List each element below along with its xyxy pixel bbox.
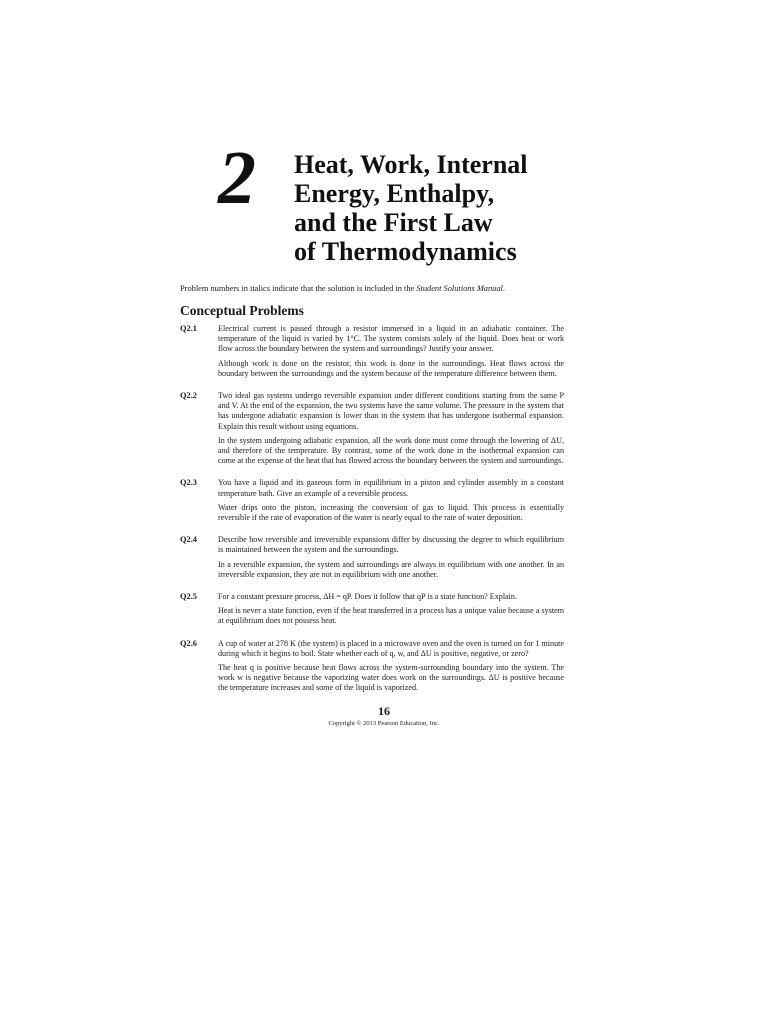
problem-body (218, 639, 564, 698)
problem-question: You have a liquid and its gaseous form in equilibrium in a piston and cylinder assembly in a constant temperature bath. Give an example of a reversible process. (218, 478, 564, 498)
intro-text: Problem numbers in italics indicate that the solution is included in the (180, 284, 417, 293)
problem-question: For a constant pressure process, ΔH = qP. Does it follow that qP is a state function? Explain. (218, 592, 517, 602)
chapter-title (294, 150, 594, 266)
problem-question: A cup of water at 278 K (the system) is placed in a microwave oven and the oven is turned on for 1 minute during which it begins to boil. State whether each of q, w, and ΔU is positive, negative, or zero? (218, 638, 564, 658)
problem-item (180, 478, 564, 527)
problem-item (180, 639, 564, 698)
problem-question: Two ideal gas systems undergo reversible expansion under different conditions starting from the same P and V. At the end of the expansion, the two systems have the same volume. The pressure in the system that has undergone adiabatic expansion is lower than in the system that has undergone isothermal expansion. Explain this result without using equations. (218, 391, 564, 431)
problem-label: Q2.2 (180, 391, 197, 401)
problem-label: Q2.1 (180, 324, 197, 333)
problem-item (180, 592, 564, 631)
chapter-title-line: and the First Law (294, 208, 493, 237)
page-number: 16 (378, 704, 390, 718)
chapter-title-line: of Thermodynamics (294, 237, 517, 266)
intro-end: . (502, 284, 505, 293)
problem-list (180, 324, 564, 706)
problem-answer: In the system undergoing adiabatic expansion, all the work done must come through the lowering of ΔU, and therefore of the temperature. By contrast, some of the work done in the isothermal expansion can come at the expense of the heat that has flowed across the boundary between the system and surroundings. (218, 435, 564, 466)
problem-body (218, 535, 564, 584)
chapter-number: 2 (218, 136, 256, 220)
problem-label: Q2.5 (180, 592, 197, 602)
chapter-title-line: Heat, Work, Internal (294, 150, 528, 179)
intro-manual-title: Student Solutions Manual (416, 284, 503, 293)
problem-body (218, 592, 564, 631)
problem-answer: Heat is never a state function, even if the heat transferred in a process has a unique value because a system at equilibrium does not possess heat. (218, 606, 564, 626)
problem-label: Q2.4 (180, 535, 197, 545)
section-heading: Conceptual Problems (180, 303, 304, 318)
problem-answer: Although work is done on the resistor, this work is done in the surroundings. Heat flows across the boundary between the surroundings and the system because of the temperature difference between them. (218, 358, 564, 378)
problem-item (180, 391, 564, 470)
problem-item (180, 324, 564, 383)
problem-item (180, 535, 564, 584)
problem-body (218, 391, 564, 470)
problem-label: Q2.6 (180, 638, 197, 648)
intro-note (180, 284, 600, 294)
problem-answer: The heat q is positive because heat flows across the system-surrounding boundary into the system. The work w is negative because the vaporizing water does work on the surroundings. ΔU is positive because the temperature increases and some of the liquid is vaporized. (218, 663, 564, 693)
problem-answer: In a reversible expansion, the system and surroundings are always in equilibrium with one another. In an irreversible expansion, they are not in equilibrium with one another. (218, 559, 564, 579)
problem-answer: Water drips onto the piston, increasing the conversion of gas to liquid. This process is essentially reversible if the rate of evaporation of the water is nearly equal to the rate of water deposition. (218, 502, 564, 523)
copyright-notice: Copyright © 2013 Pearson Education, Inc. (328, 720, 440, 727)
problem-body (218, 324, 564, 383)
problem-question: Electrical current is passed through a resistor immersed in a liquid in an adiabatic container. The temperature of the liquid is varied by 1°C. The system consists solely of the liquid. Does heat or work flow across the boundary between the system and surroundings? Justify your answer. (218, 324, 564, 354)
problem-body (218, 478, 564, 527)
problem-question: Describe how reversible and irreversible expansions differ by discussing the degree to which equilibrium is maintained between the system and the surroundings. (218, 535, 564, 555)
chapter-title-line: Energy, Enthalpy, (294, 179, 495, 208)
problem-label: Q2.3 (180, 478, 197, 488)
